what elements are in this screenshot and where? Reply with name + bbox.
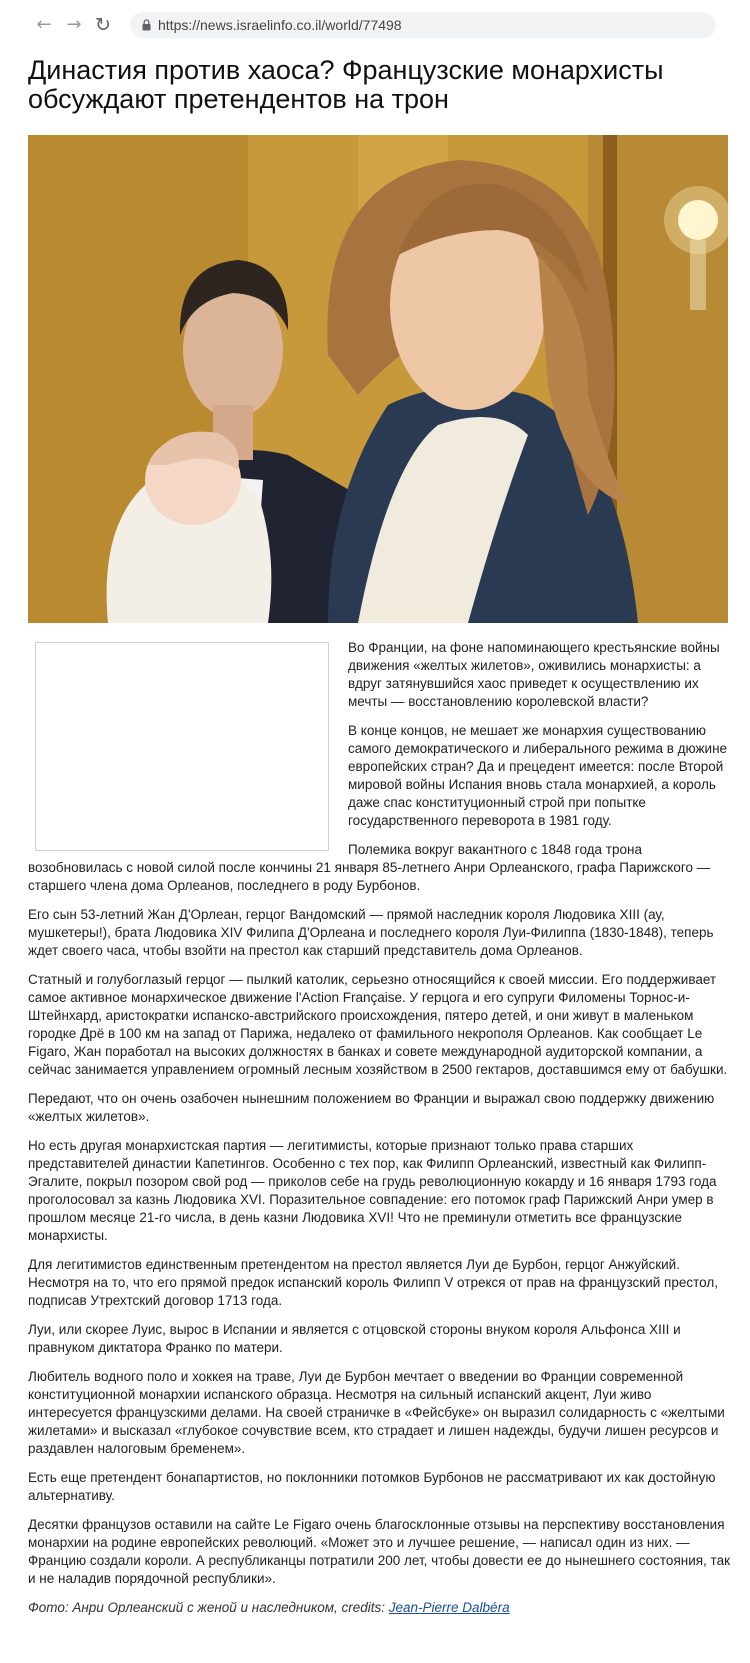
- article-paragraph: Но есть другая монархистская партия — легитимисты, которые признают только права старших представителей династии Капетингов. Особенно с тех пор, как Филипп Орлеанский, известный как Филипп-Эгалите, покрыл позором свой род — приколов себе на грудь революционную кокарду и 16 января 1793 года проголосовал за казнь Людовика XVI. Поразительное совпадение: его потомок граф Парижский Анри умер в прошлом месяце 21-го числа, в день казни Людовика XVI! Что не преминули отметить все французские монархисты.: [28, 1138, 717, 1243]
- article-paragraph: Передают, что он очень озабочен нынешним положением во Франции и выражал свою поддержку движению «желтых жилетов».: [28, 1091, 715, 1124]
- article-paragraph: Полемика вокруг вакантного с 1848 года трона возобновилась с новой силой после кончины 21 января 85-летнего Анри Орлеанского, графа Парижского — старшего члена дома Орлеанов, последнего в роду Бурбонов.: [28, 842, 711, 893]
- caption-text: Фото: Анри Орлеанский с женой и наследником, credits:: [28, 1600, 389, 1615]
- photo-caption: [28, 1599, 730, 1617]
- article-paragraph: Десятки французов оставили на сайте Le Figaro очень благосклонные отзывы на перспективу восстановления монархии на родине европейских революций. «Может это и лучшее решение, — написал один из них. — Францию создали короли. А республиканцы потратили 200 лет, чтобы довести ее до нынешнего состояния, так и не наладив порядочной республики».: [28, 1517, 731, 1586]
- forward-arrow-icon[interactable]: →: [66, 14, 82, 35]
- article-paragraph: Любитель водного поло и хоккея на траве, Луи де Бурбон мечтает о введении во Франции современной конституционной монархии испанского образца. Несмотря на сильный испанский акцент, Луи живо интересуется французскими делами. На своей страничке в «Фейсбуке» он выразил солидарность с «желтыми жилетами» и высказал «глубокое сочувствие всем, кто страдает и лишен надежды, будучи лишен ресурсов и раздавлен налоговым бременем».: [28, 1369, 725, 1456]
- article-title: Династия против хаоса? Французские монархисты обсуждают претендентов на трон: [28, 55, 664, 114]
- article-body: [28, 639, 730, 1628]
- address-bar[interactable]: [130, 12, 716, 38]
- caption-credit-link[interactable]: Jean-Pierre Dalbéra: [388, 1600, 510, 1615]
- back-arrow-icon[interactable]: ←: [36, 14, 52, 35]
- lock-icon: [142, 19, 151, 31]
- article-paragraph: Его сын 53-летний Жан Д'Орлеан, герцог Вандомский — прямой наследник короля Людовика XIII (ау, мушкетеры!), брата Людовика XIV Филипа Д'Орлеана и последнего короля Луи-Филиппа (1830-1848), теперь ждет своего часа, чтобы взойти на престол как старший представитель дома Орлеанов.: [28, 907, 714, 958]
- url-text[interactable]: https://news.israelinfo.co.il/world/77498: [158, 17, 402, 33]
- article-paragraph: Для легитимистов единственным претендентом на престол является Луи де Бурбон, герцог Анжуйский. Несмотря на то, что его прямой предок испанский король Филипп V отрекся от прав на французский престол, подписав Утрехтский договор 1713 года.: [28, 1257, 718, 1308]
- article-paragraph: В конце концов, не мешает же монархия существованию самого демократического и либерального режима в дюжине европейских стран? Да и прецедент имеется: после Второй мировой войны Испания вновь стала монархией, а король даже спас конституционный строй при попытке государственного переворота в 1981 году.: [348, 723, 728, 828]
- article-paragraph: Во Франции, на фоне напоминающего крестьянские войны движения «желтых жилетов», оживились монархисты: а вдруг затянувшийся хаос приведет к осуществлению их мечты — восстановлению королевской власти?: [348, 640, 720, 709]
- article-paragraph: Есть еще претендент бонапартистов, но поклонники потомков Бурбонов не рассматривают их как достойную альтернативу.: [28, 1470, 716, 1503]
- reload-icon[interactable]: ↻: [95, 14, 111, 36]
- browser-toolbar: [0, 0, 750, 50]
- article-photo: [28, 135, 728, 623]
- article-paragraph: Луи, или скорее Луис, вырос в Испании и является с отцовской стороны внуком короля Альфонса XIII и правнуком диктатора Франко по матери.: [28, 1322, 681, 1355]
- article-paragraph: Статный и голубоглазый герцог — пылкий католик, серьезно относящийся к своей миссии. Его поддерживает самое активное монархическое движение l'Action Française. У герцога и его супруги Филомены Торнос-и- Штейнхард, аристократки испанско-австрийского происхождения, пятеро детей, и они живут в маленьком городке Дрё в 100 км на запад от Парижа, недалеко от фамильного некрополя Орлеанов. Как сообщает Le Figaro, Жан поработал на высоких должностях в банках и совете международной аудиторской компании, а сейчас занимается управлением огромный лесным хозяйством в 2500 гектаров, доставшимся ему от бабушки.: [28, 972, 728, 1077]
